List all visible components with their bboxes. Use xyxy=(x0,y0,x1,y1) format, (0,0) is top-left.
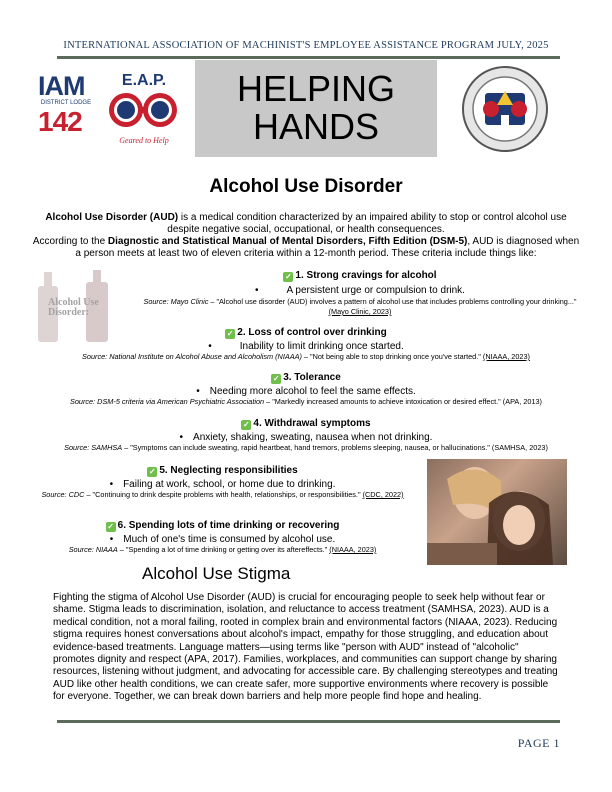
criterion-bullet: Anxiety, shaking, sweating, nausea when not drinking. xyxy=(193,432,433,443)
source-label: Source: SAMHSA xyxy=(64,443,123,452)
criterion-bullet: Inability to limit drinking once started. xyxy=(239,341,404,352)
source-text: – "Alcohol use disorder (AUD) involves a pattern of alcohol use that includes problems controlling your drinking..." xyxy=(208,297,577,306)
criterion-title: 6. Spending lots of time drinking or recovering xyxy=(117,520,340,531)
iam-district-text: DISTRICT LODGE xyxy=(40,100,92,106)
source-text: – "Markedly increased amounts to achieve intoxication or desired effect." (APA, 2013) xyxy=(264,397,542,406)
newsletter-header: INTERNATIONAL ASSOCIATION OF MACHINIST'S EMPLOYEE ASSISTANCE PROGRAM JULY, 2025 xyxy=(63,40,549,51)
intro-dsm-name: Diagnostic and Statistical Manual of Mental Disorders, Fifth Edition (DSM-5) xyxy=(107,236,468,247)
source-text: – "Continuing to drink despite problems with health, relationships, or responsibilities." xyxy=(84,490,363,499)
header-divider xyxy=(57,56,560,59)
intro-paragraph xyxy=(30,212,582,260)
bullet-icon: • xyxy=(208,341,212,352)
bullet-icon: • xyxy=(179,432,184,443)
criterion-title: 5. Neglecting responsibilities xyxy=(159,465,298,476)
criterion-title: 3. Tolerance xyxy=(283,372,341,383)
footer-divider xyxy=(57,720,560,723)
criterion-title: 2. Loss of control over drinking xyxy=(237,327,387,338)
source-label: Source: Mayo Clinic xyxy=(143,297,209,306)
iam-district-logo xyxy=(38,72,94,142)
checkmark-icon: ✓ xyxy=(148,467,156,476)
banner-line-2: HANDS xyxy=(252,106,380,147)
photo-people-icon xyxy=(427,459,567,565)
stigma-paragraph: Fighting the stigma of Alcohol Use Disorder (AUD) is crucial for encouraging people to seek help without fear or shame. Stigma leads to discrimination, isolation, and reluctance to access treatment (SAMHSA, 2023). AUD is a medical condition, not a moral failing, rooted in complex brain and environmental factors (NIAAA, 2023). Reducing stigma requires honest conversations about alcohol's impact, empathy for those struggling, and education about evidence-based treatments. Language matters—using terms like "person with AUD" instead of "alcoholic" promotes dignity and respect (APA, 2017). Families, workplaces, and communities can support change by sharing resources, listening without judgment, and advocating for accessible care. By challenging stereotypes and treating AUD like other health conditions, we can create safer, more supportive environments where recovery is possible for everyone. Together, we can break down barriers and help more people find hope and healing. xyxy=(53,592,558,703)
criterion-bullet: Much of one's time is consumed by alcohol use. xyxy=(123,534,336,545)
eap-logo xyxy=(104,72,184,150)
bullet-icon: • xyxy=(196,386,200,397)
page-title: Alcohol Use Disorder xyxy=(209,176,403,197)
criterion-5 xyxy=(30,465,415,500)
iam-logo-text: IAM xyxy=(38,71,85,101)
criterion-bullet: A persistent urge or compulsion to drink. xyxy=(286,285,465,296)
intro-dsm-rest: , AUD is diagnosed when a person meets at least two of eleven criteria within a 12-month period. These criteria include things like: xyxy=(75,236,580,259)
source-cite-link[interactable]: (CDC, 2022) xyxy=(362,490,404,499)
criterion-bullet: Failing at work, school, or home due to drinking. xyxy=(123,479,336,490)
checkmark-icon: ✓ xyxy=(243,420,250,429)
eap-gears-icon xyxy=(104,89,184,131)
bottle-label-line-1: Alcohol Use xyxy=(48,297,99,308)
intro-definition: is a medical condition characterized by an impaired ability to stop or control alcohol use despite negative social, occupational, or health consequences. xyxy=(167,212,567,235)
page-number: PAGE 1 xyxy=(517,736,560,750)
iam-number-text: 142 xyxy=(38,106,82,137)
bottle-label-line-2: Disorder: xyxy=(48,307,90,318)
bullet-icon: • xyxy=(109,534,114,545)
supportive-embrace-photo xyxy=(427,459,567,565)
eap-tagline: Geared to Help xyxy=(119,136,169,145)
checkmark-icon: ✓ xyxy=(285,272,292,281)
source-cite-link[interactable]: (NIAAA, 2023) xyxy=(482,352,530,361)
criterion-2 xyxy=(30,327,582,362)
source-label: Source: National Institute on Alcohol Abuse and Alcoholism (NIAAA) xyxy=(82,352,302,361)
checkmark-icon: ✓ xyxy=(107,522,114,531)
criterion-title: 4. Withdrawal symptoms xyxy=(253,418,371,429)
bullet-icon: • xyxy=(255,285,259,296)
banner-line-1: HELPING xyxy=(236,68,396,109)
criterion-1 xyxy=(125,270,595,317)
eap-logo-text: E.A.P. xyxy=(121,72,167,89)
source-label: Source: DSM-5 criteria via American Psychiatric Association xyxy=(70,397,265,406)
checkmark-icon: ✓ xyxy=(272,374,280,383)
source-label: Source: CDC xyxy=(41,490,85,499)
source-cite-link[interactable]: (NIAAA, 2023) xyxy=(329,545,377,554)
bullet-icon: • xyxy=(109,479,114,490)
criterion-6 xyxy=(30,520,415,555)
criterion-3 xyxy=(30,372,582,407)
helping-hands-banner xyxy=(195,60,437,157)
intro-dsm-prefix: According to the xyxy=(32,236,108,247)
checkmark-icon: ✓ xyxy=(226,329,234,338)
criterion-4 xyxy=(20,418,592,453)
intro-term: Alcohol Use Disorder (AUD) xyxy=(45,212,179,223)
criterion-bullet: Needing more alcohol to feel the same effects. xyxy=(209,386,416,397)
stigma-heading: Alcohol Use Stigma xyxy=(142,564,291,583)
criterion-title: 1. Strong cravings for alcohol xyxy=(295,270,437,281)
iam-seal-icon xyxy=(455,65,555,153)
source-text: – "Not being able to stop drinking once you've started." xyxy=(301,352,483,361)
source-text: – "Symptoms can include sweating, rapid heartbeat, hand tremors, problems sleeping, nausea, or hallucinations." (SAMHSA, 2023) xyxy=(122,443,548,452)
source-text: – "Spending a lot of time drinking or getting over its aftereffects." xyxy=(117,545,330,554)
source-label: Source: NIAAA xyxy=(68,545,118,554)
source-cite-link[interactable]: (Mayo Clinic, 2023) xyxy=(328,307,392,316)
